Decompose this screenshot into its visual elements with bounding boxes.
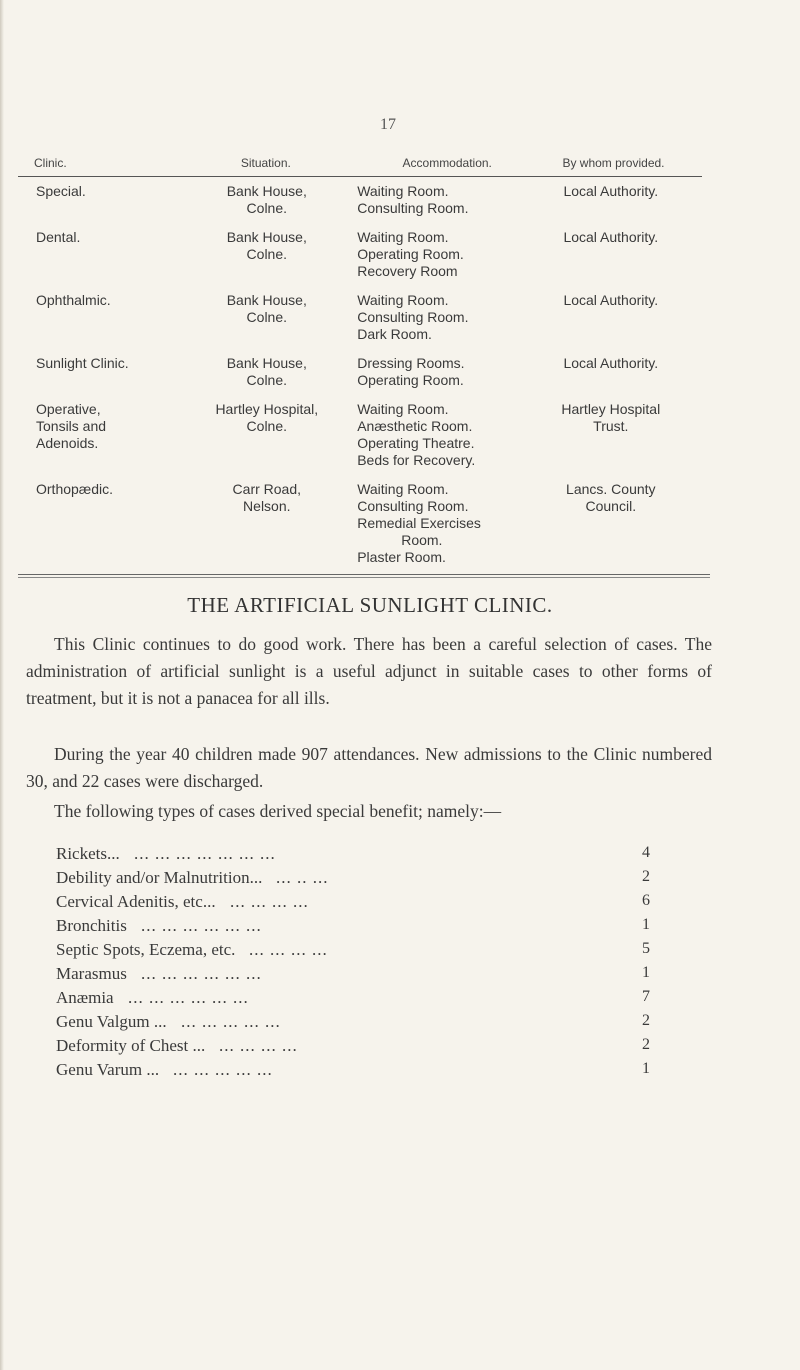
cell-provider bbox=[520, 229, 702, 280]
list-item-leader-dots: ... ... ... ... bbox=[249, 940, 328, 959]
cell-accommodation-line: Recovery Room bbox=[357, 263, 458, 279]
list-item-label: Debility and/or Malnutrition... bbox=[56, 868, 263, 887]
cell-accommodation-line: Waiting Room. bbox=[357, 401, 449, 417]
list-item bbox=[56, 916, 656, 940]
cell-clinic bbox=[18, 229, 198, 280]
list-item bbox=[56, 964, 656, 988]
cell-provider-line: Local Authority. bbox=[563, 229, 659, 245]
list-item-count: 2 bbox=[642, 1036, 650, 1053]
list-item-count: 1 bbox=[642, 916, 650, 933]
table-bottom-rule bbox=[18, 574, 710, 578]
list-item-leader-dots: ... ... ... ... ... ... bbox=[141, 964, 262, 983]
cell-situation-line: Hartley Hospital, bbox=[215, 401, 319, 417]
list-item-leader-dots: ... ... ... ... ... ... bbox=[128, 988, 249, 1007]
cell-clinic-line: Orthopædic. bbox=[36, 481, 114, 497]
cell-clinic-line: Adenoids. bbox=[36, 435, 99, 451]
list-item-leader-dots: ... ... ... ... bbox=[219, 1036, 298, 1055]
cell-situation bbox=[198, 481, 335, 566]
list-item bbox=[56, 1060, 656, 1084]
cell-clinic-line: Dental. bbox=[36, 229, 81, 245]
cell-accommodation bbox=[335, 355, 519, 389]
cell-provider bbox=[520, 183, 702, 217]
cell-accommodation bbox=[335, 229, 519, 280]
list-item-label: Genu Varum ... bbox=[56, 1060, 160, 1079]
cell-clinic-line: Sunlight Clinic. bbox=[36, 355, 129, 371]
table-header-row bbox=[18, 150, 702, 176]
cell-provider-line: Trust. bbox=[593, 418, 629, 434]
cell-situation bbox=[198, 229, 335, 280]
list-item bbox=[56, 1036, 656, 1060]
cell-accommodation-line: Operating Theatre. bbox=[357, 435, 475, 451]
cell-accommodation-line: Dark Room. bbox=[357, 326, 432, 342]
cell-situation bbox=[198, 355, 335, 389]
list-item-count: 6 bbox=[642, 892, 650, 909]
list-item-label: Bronchitis bbox=[56, 916, 127, 935]
list-item-leader-dots: ... ... ... ... ... bbox=[173, 1060, 273, 1079]
cell-accommodation-line: Operating Room. bbox=[357, 246, 464, 262]
list-item-count: 1 bbox=[642, 964, 650, 981]
cell-accommodation-line: Anæsthetic Room. bbox=[357, 418, 473, 434]
list-item bbox=[56, 988, 656, 1012]
cell-accommodation-line: Waiting Room. bbox=[357, 481, 449, 497]
cell-provider-line: Lancs. County bbox=[566, 481, 656, 497]
clinics-table bbox=[18, 150, 702, 578]
cell-clinic bbox=[18, 292, 198, 343]
list-item-label: Anæmia bbox=[56, 988, 114, 1007]
cell-situation-line: Bank House, bbox=[226, 355, 307, 371]
list-item-label: Deformity of Chest ... bbox=[56, 1036, 206, 1055]
list-item-count: 5 bbox=[642, 940, 650, 957]
cell-provider bbox=[520, 481, 702, 566]
cell-accommodation-line: Room. bbox=[401, 532, 443, 548]
cell-situation-line: Colne. bbox=[246, 246, 288, 262]
cell-situation-line: Colne. bbox=[246, 418, 288, 434]
cell-situation-line: Bank House, bbox=[226, 229, 307, 245]
cell-accommodation-line: Waiting Room. bbox=[357, 229, 449, 245]
cell-accommodation-line: Remedial Exercises bbox=[357, 515, 481, 531]
cell-accommodation-line: Waiting Room. bbox=[357, 292, 449, 308]
cell-accommodation-line: Consulting Room. bbox=[357, 498, 469, 514]
list-item-label: Marasmus bbox=[56, 964, 127, 983]
list-item-leader-dots: ... ... ... ... ... bbox=[181, 1012, 281, 1031]
paragraph-benefit-intro: The following types of cases derived special benefit; namely:— bbox=[54, 801, 502, 821]
cell-accommodation bbox=[335, 481, 519, 566]
cell-clinic-line: Operative, bbox=[36, 401, 101, 417]
cell-provider-line: Local Authority. bbox=[563, 355, 659, 371]
section-title: THE ARTIFICIAL SUNLIGHT CLINIC. bbox=[187, 593, 553, 617]
list-item-count: 4 bbox=[642, 844, 650, 861]
cell-clinic-line: Ophthalmic. bbox=[36, 292, 111, 308]
cell-accommodation bbox=[335, 292, 519, 343]
list-item bbox=[56, 892, 656, 916]
benefit-list bbox=[56, 844, 656, 1084]
page-number: 17 bbox=[380, 116, 396, 133]
cell-accommodation-line: Waiting Room. bbox=[357, 183, 449, 199]
header-situation: Situation. bbox=[240, 156, 291, 170]
cell-provider-line: Local Authority. bbox=[563, 292, 659, 308]
cell-accommodation-line: Consulting Room. bbox=[357, 309, 469, 325]
cell-provider-line: Local Authority. bbox=[563, 183, 659, 199]
cell-situation-line: Colne. bbox=[246, 200, 288, 216]
list-item-leader-dots: ... ... ... ... bbox=[230, 892, 309, 911]
paragraph-intro: This Clinic continues to do good work. There has been a careful selection of cases. The administration of artificial sunlight is a useful adjunct in suitable cases to other forms of treatment, but it is not a panacea for all ills. bbox=[26, 634, 712, 708]
cell-accommodation-line: Consulting Room. bbox=[357, 200, 469, 216]
table-row bbox=[18, 401, 702, 469]
list-item bbox=[56, 868, 656, 892]
cell-accommodation bbox=[335, 183, 519, 217]
cell-clinic bbox=[18, 183, 198, 217]
cell-situation bbox=[198, 292, 335, 343]
cell-clinic bbox=[18, 481, 198, 566]
table-row bbox=[18, 481, 702, 566]
cell-provider bbox=[520, 292, 702, 343]
list-item-label: Septic Spots, Eczema, etc. bbox=[56, 940, 236, 959]
cell-accommodation-line: Beds for Recovery. bbox=[357, 452, 476, 468]
header-provider: By whom provided. bbox=[562, 156, 665, 170]
cell-clinic-line: Tonsils and bbox=[36, 418, 107, 434]
cell-provider-line: Council. bbox=[585, 498, 637, 514]
page-edge-shadow bbox=[0, 0, 4, 1370]
list-item-leader-dots: ... .. ... bbox=[276, 868, 329, 887]
table-row bbox=[18, 183, 702, 217]
cell-situation-line: Carr Road, bbox=[232, 481, 302, 497]
cell-situation-line: Colne. bbox=[246, 309, 288, 325]
list-item-label: Rickets... bbox=[56, 844, 120, 863]
list-item bbox=[56, 844, 656, 868]
list-item-count: 7 bbox=[642, 988, 650, 1005]
cell-clinic bbox=[18, 401, 198, 469]
cell-situation-line: Nelson. bbox=[243, 498, 291, 514]
cell-provider bbox=[520, 401, 702, 469]
table-row bbox=[18, 355, 702, 389]
cell-accommodation-line: Dressing Rooms. bbox=[357, 355, 465, 371]
cell-accommodation bbox=[335, 401, 519, 469]
cell-provider-line: Hartley Hospital bbox=[561, 401, 661, 417]
cell-provider bbox=[520, 355, 702, 389]
paragraph-attendance: During the year 40 children made 907 attendances. New admissions to the Clinic numbered 30, and 22 cases were discharged. bbox=[26, 744, 712, 791]
cell-accommodation-line: Plaster Room. bbox=[357, 549, 446, 565]
list-item bbox=[56, 1012, 656, 1036]
list-item-label: Genu Valgum ... bbox=[56, 1012, 167, 1031]
cell-clinic bbox=[18, 355, 198, 389]
list-item-leader-dots: ... ... ... ... ... ... bbox=[141, 916, 262, 935]
list-item-count: 2 bbox=[642, 868, 650, 885]
cell-situation-line: Bank House, bbox=[226, 183, 307, 199]
cell-situation bbox=[198, 183, 335, 217]
list-item-count: 2 bbox=[642, 1012, 650, 1029]
list-item-count: 1 bbox=[642, 1060, 650, 1077]
table-row bbox=[18, 292, 702, 343]
cell-situation bbox=[198, 401, 335, 469]
cell-clinic-line: Special. bbox=[36, 183, 86, 199]
list-item bbox=[56, 940, 656, 964]
header-accommodation: Accommodation. bbox=[402, 156, 492, 170]
cell-situation-line: Colne. bbox=[246, 372, 288, 388]
table-row bbox=[18, 229, 702, 280]
cell-situation-line: Bank House, bbox=[226, 292, 307, 308]
cell-accommodation-line: Operating Room. bbox=[357, 372, 464, 388]
list-item-label: Cervical Adenitis, etc... bbox=[56, 892, 216, 911]
list-item-leader-dots: ... ... ... ... ... ... ... bbox=[134, 844, 276, 863]
table-body bbox=[18, 177, 702, 566]
header-clinic: Clinic. bbox=[34, 156, 67, 170]
